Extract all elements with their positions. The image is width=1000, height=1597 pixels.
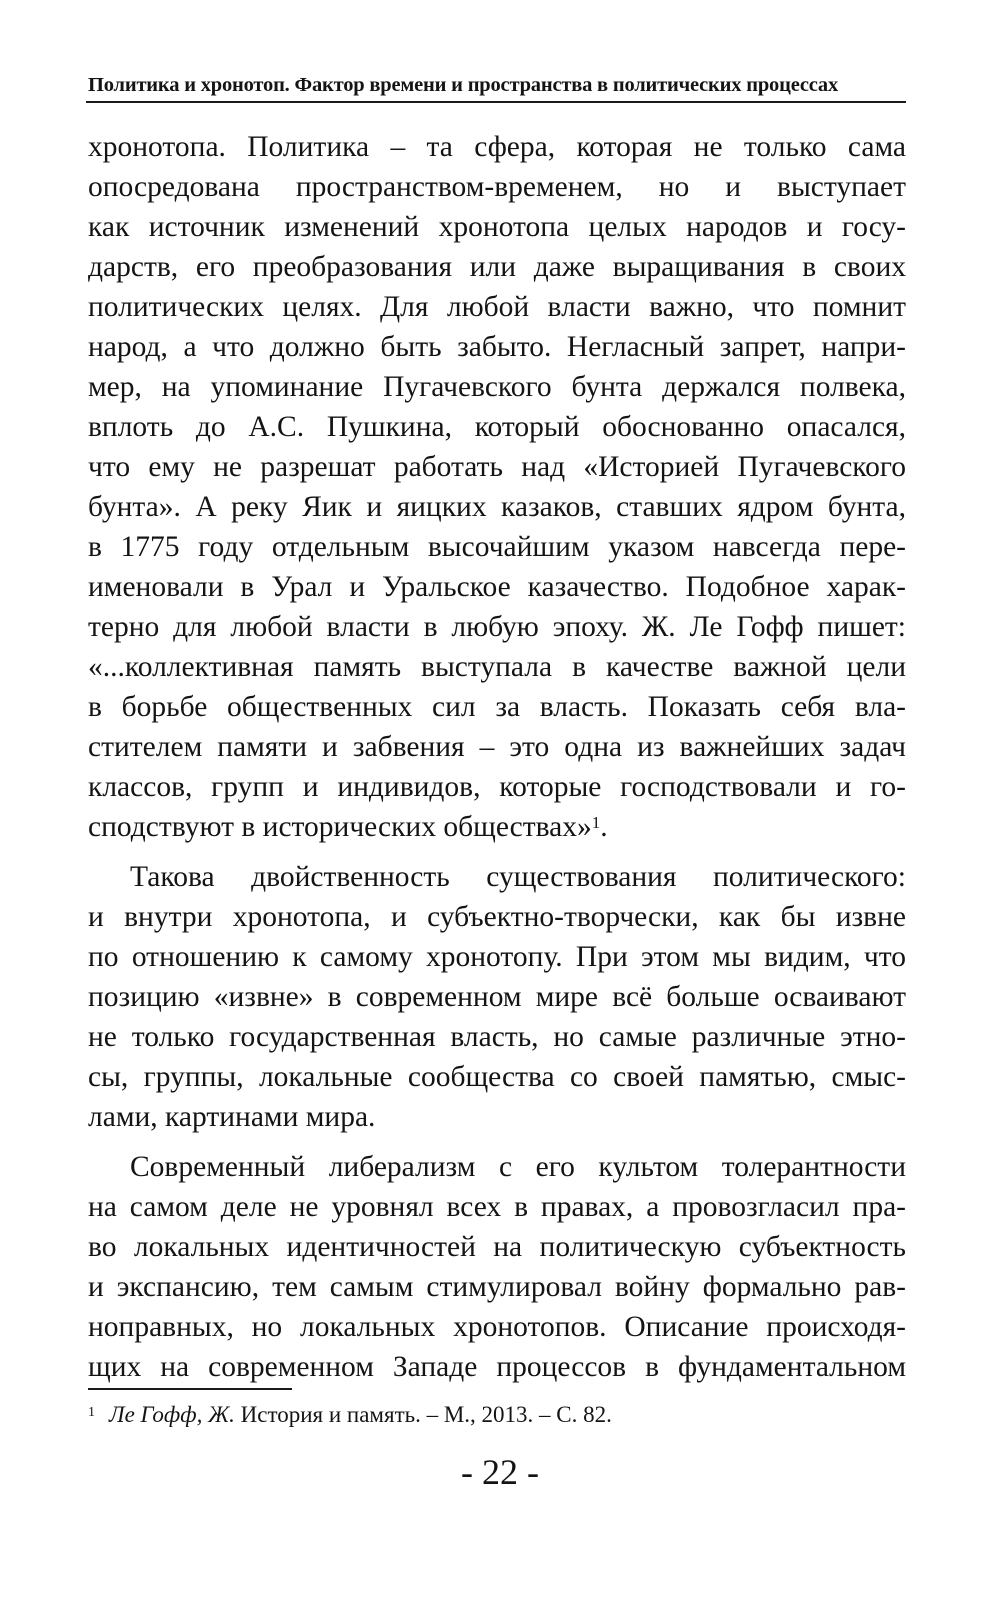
footnote-reference[interactable]: 1 [591,813,601,832]
text-line: классов, групп и индивидов, которые господствовали и го- [88,771,906,803]
text-line: «...коллективная память выступала в качестве важной цели [88,651,906,683]
paragraph [88,127,906,847]
text-line [88,807,906,847]
text-line: как источник изменений хронотопа целых народов и госу- [88,211,906,243]
paragraph-gap [88,847,906,857]
paragraph [88,1147,906,1387]
text-line: мер, на упоминание Пугачевского бунта держался полвека, [88,371,906,403]
text-line: дарств, его преобразования или даже выращивания в своих [88,251,906,283]
footnote-text: История и память. – М., 2013. – С. 82. [240,1402,612,1427]
text-line: не только государственная власть, но самые различные этно- [88,1021,906,1053]
text-line: вплоть до А.С. Пушкина, который обоснованно опасался, [88,411,906,443]
text-line: Современный либерализм с его культом толерантности [130,1151,906,1183]
text-line: политических целях. Для любой власти важно, что помнит [88,291,906,323]
text-line: стителем памяти и забвения – это одна из важнейших задач [88,731,906,763]
text-line: сы, группы, локальные сообщества со своей памятью, смыс- [88,1061,906,1093]
footnote-rule [88,1388,292,1390]
running-header: Политика и хронотоп. Фактор времени и пространства в политических процессах [88,74,839,96]
closing-punctuation: . [600,811,608,843]
text-line: именовали в Урал и Уральское казачество. Подобное харак- [88,571,906,603]
text-fragment: сподствуют в исторических обществах» [88,811,592,843]
text-line: на самом деле не уровнял всех в правах, а провозгласил пра- [88,1191,906,1223]
text-line: во локальных идентичностей на политическую субъектность [88,1231,906,1263]
text-line: ноправных, но локальных хронотопов. Описание происходя- [88,1311,906,1343]
text-line: хронотопа. Политика – та сфера, которая не только сама [88,131,906,163]
text-line: опосредована пространством-временем, но и выступает [88,171,906,203]
text-line: лами, картинами мира. [88,1101,376,1133]
paragraph-gap [88,1137,906,1147]
body-text [88,127,906,1387]
text-line: позицию «извне» в современном мире всё больше осваивают [88,981,906,1013]
text-line: по отношению к самому хронотопу. При этом мы видим, что [88,941,906,973]
text-line: Такова двойственность существования политического: [130,861,906,893]
text-line: и внутри хронотопа, и субъектно-творчески, как бы извне [88,901,906,933]
text-line: бунта». А реку Яик и яицких казаков, ставших ядром бунта, [88,491,906,523]
page-number: - 22 - [461,1452,539,1492]
header-rule [86,101,906,103]
text-line: терно для любой власти в любую эпоху. Ж. Ле Гофф пишет: [88,611,906,643]
text-line: и экспансию, тем самым стимулировал войну формально рав- [88,1271,906,1303]
footnote-number: 1 [88,1405,95,1420]
footnote [88,1400,906,1430]
text-line: щих на современном Западе процессов в фундаментальном [88,1351,906,1383]
text-line: что ему не разрешат работать над «Историей Пугачевского [88,451,906,483]
footnote-author: Ле Гофф, Ж. [109,1402,235,1427]
text-line: народ, а что должно быть забыто. Негласный запрет, напри- [88,331,906,363]
text-line: в 1775 году отдельным высочайшим указом навсегда пере- [88,531,906,563]
text-line: в борьбе общественных сил за власть. Показать себя вла- [88,691,906,723]
paragraph [88,857,906,1137]
